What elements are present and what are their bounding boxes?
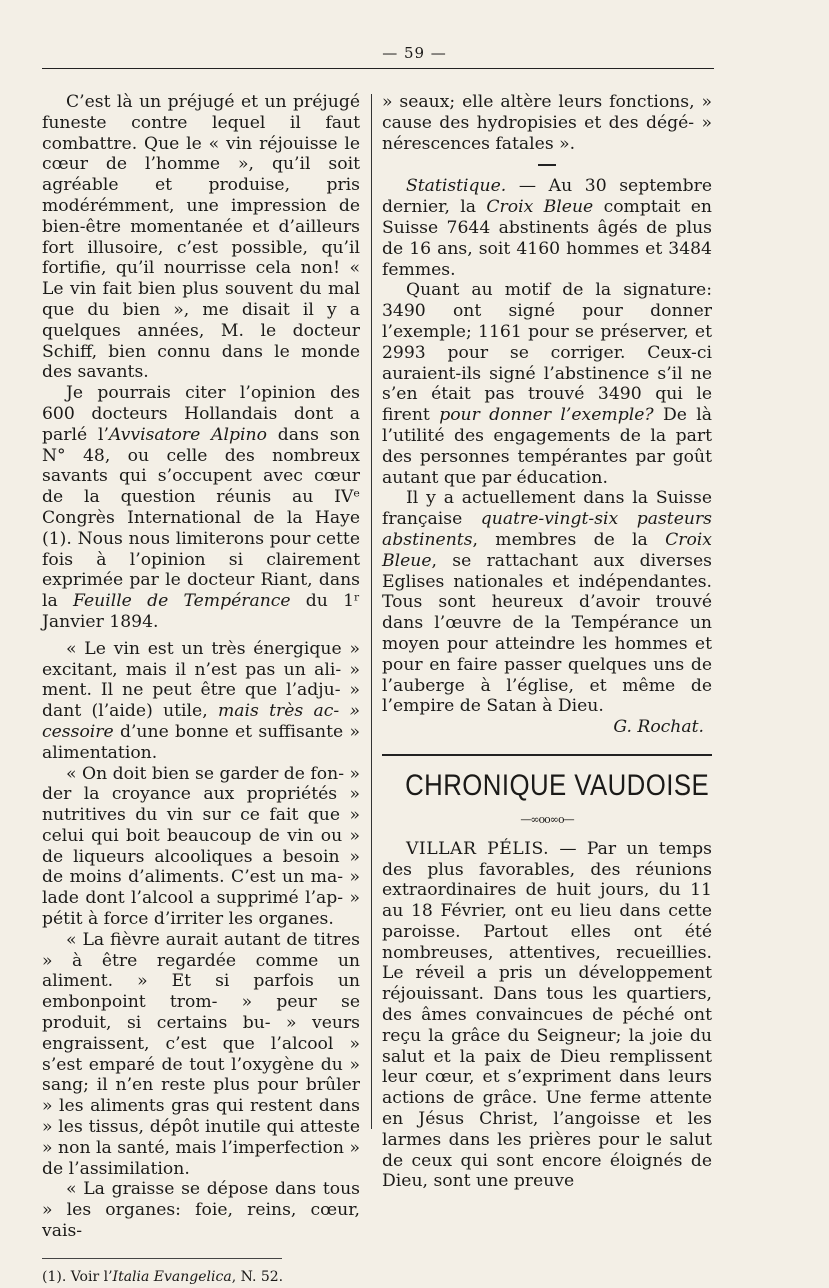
text-segment: « Le vin est un très énergique » excitant, mais il n’est pas un ali- » ment. Il ne peut être que l’adju- » dant (l’aide) utile,	[42, 638, 360, 722]
text-segment: Je pourrais citer l’opinion des 600 docteurs Hollandais dont a parlé l’	[42, 383, 360, 445]
paragraph-motif	[382, 280, 712, 488]
paragraph-pasteurs	[382, 488, 712, 717]
italic-segment: Statistique.	[406, 176, 507, 197]
right-column	[382, 92, 712, 1192]
italic-segment: quatre-vingt-six pasteurs abstinents	[382, 509, 712, 550]
text-segment: Il y a actuellement dans la Suisse française	[382, 488, 712, 530]
italic-segment: Feuille de Tempérance	[72, 591, 291, 612]
text-segment: d’une bonne et suffisante » alimentation.	[42, 721, 360, 763]
text-segment: — Par un temps des plus favorables, des réunions extraordinaires de huit jours, du 11 au 18 Février, ont eu lieu dans cette paroisse. Partout elles ont été nombreuses, attentives, recueillies. Le réveil a pris un développement réjouissant. Dans tous les quartiers, des âmes convaincues de péché ont reçu la grâce du Seigneur; la joie du salut et la paix de Dieu remplissent leur cœur, et s’expriment dans leurs actions de grâce. Une ferme attente en Jésus Christ, l’angoisse et les larmes dans les prières pour le salut de ceux qui sont encore éloignés de Dieu, sont une preuve	[382, 838, 712, 1192]
text-segment: , se rattachant aux diverses Eglises nationales et indépendantes. Tous sont heureux d’avoir trouvé dans l’œuvre de la Tempérance un moyen pour atteindre les hommes et pour en faire passer quelques uns de l’auberge à l’église, et même de l’empire de Satan à Dieu.	[382, 550, 712, 717]
footnote	[42, 1267, 360, 1288]
text-segment: De là l’utilité des engagements de la part des personnes tempérantes par goût autant que par éducation.	[382, 405, 712, 488]
paragraph-villar-pelis	[382, 839, 712, 1193]
italic-segment: mais très ac- » cessoire	[42, 701, 360, 742]
section-rule	[382, 754, 712, 756]
text-segment: — Au 30 septembre dernier, la	[382, 176, 712, 218]
italic-segment: pour donner l’exemple?	[439, 405, 654, 426]
paragraph-prejuge: C’est là un préjugé et un préjugé funeste contre lequel il faut combattre. Que le « vin réjouisse le cœur de l’homme », qu’il soit agréable et produise, pris modérémment, une impression de bien-être momentanée et d’ailleurs fort illusoire, c’est possible, qu’il fortifie, qu’il nourrisse cela non! « Le vin fait bien plus souvent du mal que du bien », me disait il y a quelques années, M. le docteur Schiff, bien connu dans le monde des savants.	[42, 92, 360, 383]
column-divider	[371, 94, 372, 1129]
place-name: VILLAR PÉLIS.	[406, 838, 550, 859]
text-segment: Quant au motif de la signature: 3490 ont signé pour donner l’exemple; 1161 pour se préserver, et 2993 pour se corriger. Ceux-ci auraient-ils signé l’abstinence s’il ne s’en était pas trouvé 3490 qui le firent	[382, 280, 712, 426]
quote-continuation: » seaux; elle altère leurs fonctions, » cause des hydropisies et des dégé- » nérescences fatales ».	[382, 92, 712, 154]
text-segment: du 1ʳ Janvier 1894.	[42, 591, 360, 632]
left-column	[42, 92, 360, 1288]
quote-proprietes-nutritives: « On doit bien se garder de fon- » der la croyance aux propriétés » nutritives du vin sur ce fait que » celui qui boit beaucoup de vin ou » de liqueurs alcooliques a besoin » de moins d’aliments. C’est un ma- » lade dont l’alcool a supprimé l’ap- » pétit à force d’irriter les organes.	[42, 763, 361, 930]
text-segment: comptait en Suisse 7644 abstinents âgés de plus de 16 ans, soit 4160 hommes et 3484 femmes.	[382, 197, 712, 280]
italic-segment: Avvisatore Alpino	[108, 424, 267, 445]
text-segment: (1). Voir l’	[42, 1268, 113, 1285]
quote-graisse: « La graisse se dépose dans tous » les organes: foie, reins, cœur, vais-	[42, 1179, 360, 1242]
paragraph-opinion	[42, 383, 360, 633]
italic-segment: Croix Bleue	[382, 529, 712, 571]
quote-vin-excitant	[42, 639, 360, 764]
quote-fievre: « La fièvre aurait autant de titres » à être regardée comme un aliment. » Et si parfois un embonpoint trom- » peur se produit, si certains bu- » veurs engraissent, c’est que l’alcool » s’est emparé de tout l’oxygène du » sang; il n’en reste plus pour brûler » les aliments gras qui restent dans » les tissus, dépôt inutile qui atteste » non la santé, mais l’imperfection » de l’assimilation.	[42, 929, 360, 1179]
section-heading: CHRONIQUE VAUDOISE	[405, 768, 710, 802]
text-segment: , membres de la	[472, 529, 666, 550]
ornament-divider: —∞oo∞o—	[520, 812, 574, 826]
italic-segment: Croix Bleue	[486, 197, 594, 218]
author-signature: G. Rochat.	[613, 717, 704, 738]
paragraph-statistique	[382, 176, 712, 280]
text-segment: dans son N° 48, ou celle des nombreux savants qui s’occupent avec cœur de la question réunis au IVᵉ Congrès International de la Haye (1). Nous nous limiterons pour cette fois à l’opinion si clairement exprimée par le docteur Riant, dans la	[42, 424, 360, 612]
text-segment: , N. 52.	[231, 1268, 284, 1285]
page-number: — 59 —	[382, 44, 447, 62]
italic-segment: Italia Evangelica	[112, 1268, 232, 1285]
header-rule	[42, 68, 714, 69]
footnote-rule	[42, 1258, 282, 1259]
separator-rule	[538, 164, 556, 166]
